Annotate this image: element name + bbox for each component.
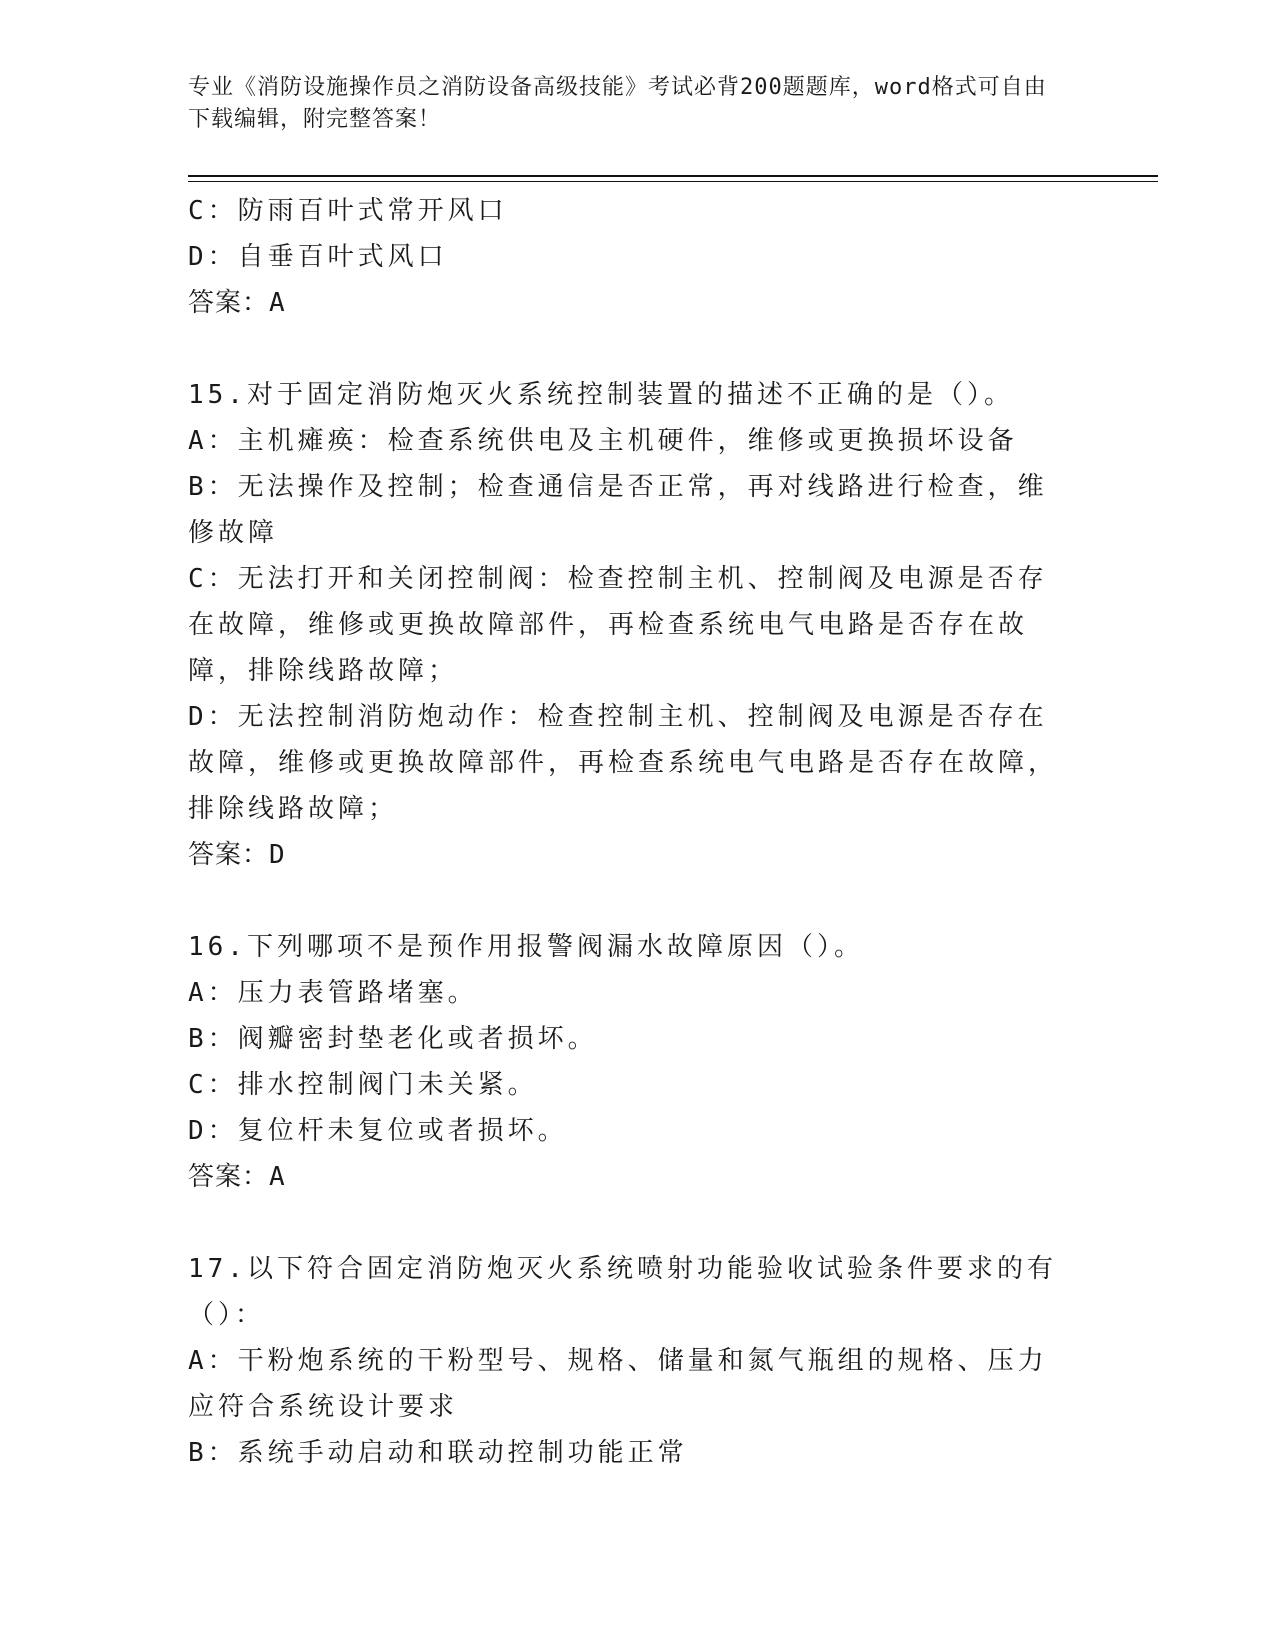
prev-question-block xyxy=(188,188,1073,326)
option-c: C：防雨百叶式常开风口 xyxy=(188,196,508,226)
option-d: D：无法控制消防炮动作：检查控制主机、控制阀及电源是否存在故障，维修或更换故障部件，再检查系统电气电路是否存在故障，排除线路故障； xyxy=(188,702,1059,824)
question-17 xyxy=(188,1246,1073,1476)
document-body xyxy=(188,188,1073,1476)
answer-line: 答案：A xyxy=(188,1162,286,1192)
document-header: 专业《消防设施操作员之消防设备高级技能》考试必背200题题库，word格式可自由下载编辑，附完整答案！ xyxy=(188,75,1047,132)
option-a: A：压力表管路堵塞。 xyxy=(188,978,478,1008)
question-15 xyxy=(188,372,1073,878)
option-c: C：无法打开和关闭控制阀：检查控制主机、控制阀及电源是否存在故障，维修或更换故障部件，再检查系统电气电路是否存在故障，排除线路故障； xyxy=(188,564,1048,686)
option-a: A：主机瘫痪：检查系统供电及主机硬件，维修或更换损坏设备 xyxy=(188,426,1018,456)
option-c: C：排水控制阀门未关紧。 xyxy=(188,1070,538,1100)
question-stem: 15.对于固定消防炮灭火系统控制装置的描述不正确的是（）。 xyxy=(188,380,1014,410)
question-16 xyxy=(188,924,1073,1200)
question-stem: 16.下列哪项不是预作用报警阀漏水故障原因（）。 xyxy=(188,932,864,962)
option-a: A：干粉炮系统的干粉型号、规格、储量和氮气瓶组的规格、压力应符合系统设计要求 xyxy=(188,1346,1048,1422)
question-stem: 17.以下符合固定消防炮灭火系统喷射功能验收试验条件要求的有（）： xyxy=(188,1254,1057,1330)
answer-line: 答案：A xyxy=(188,288,286,318)
option-d: D：自垂百叶式风口 xyxy=(188,242,448,272)
option-b: B：阀瓣密封垫老化或者损坏。 xyxy=(188,1024,598,1054)
answer-line: 答案：D xyxy=(188,840,286,870)
option-b: B：无法操作及控制；检查通信是否正常，再对线路进行检查，维修故障 xyxy=(188,472,1048,548)
option-b: B：系统手动启动和联动控制功能正常 xyxy=(188,1438,688,1468)
option-d: D：复位杆未复位或者损坏。 xyxy=(188,1116,568,1146)
header-rule-thick xyxy=(188,175,1158,177)
header-rule-thin xyxy=(188,181,1158,182)
